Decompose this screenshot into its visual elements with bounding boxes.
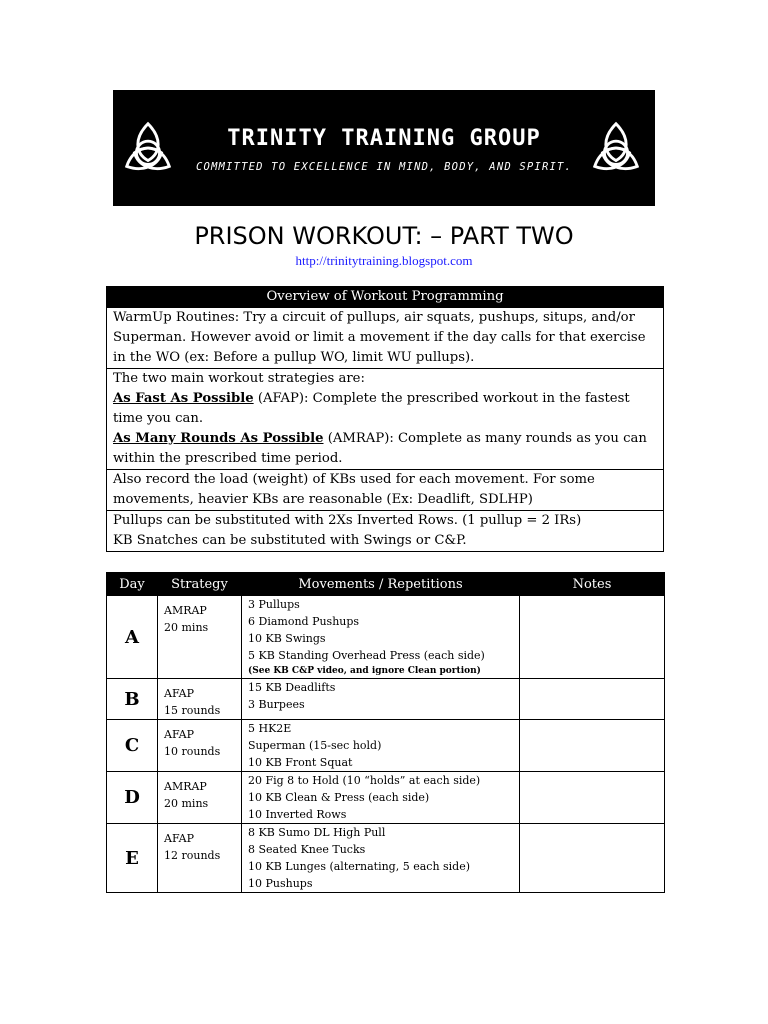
movements-cell <box>242 772 520 824</box>
triquetra-knot-icon <box>119 118 177 176</box>
day-letter: E <box>107 824 158 893</box>
afap-term: As Fast As Possible <box>113 391 254 406</box>
movement-item: 6 Diamond Pushups <box>248 615 360 628</box>
strategy-type: AFAP <box>164 728 194 741</box>
movement-item: Superman (15-sec hold) <box>248 739 382 752</box>
strategy-cell <box>158 596 242 679</box>
strategy-type: AMRAP <box>164 780 207 793</box>
movements-cell <box>242 679 520 720</box>
page-title: PRISON WORKOUT: – PART TWO <box>194 222 574 250</box>
substitution-pullups: Pullups can be substituted with 2Xs Inverted Rows. (1 pullup = 2 IRs) <box>113 513 582 528</box>
col-header-notes: Notes <box>520 573 665 596</box>
day-letter: C <box>107 720 158 772</box>
strategy-cell <box>158 679 242 720</box>
strategy-duration: 20 mins <box>164 621 209 634</box>
schedule-body <box>107 596 665 893</box>
banner-title: TRINITY TRAINING GROUP <box>227 126 541 151</box>
strategy-duration: 20 mins <box>164 797 209 810</box>
movement-note: (See KB C&P video, and ignore Clean portion) <box>248 666 481 676</box>
amrap-desc: (AMRAP): Complete as many rounds as you can within the prescribed time period. <box>113 431 647 466</box>
notes-cell[interactable] <box>520 824 665 893</box>
movement-item: 3 Burpees <box>248 698 305 711</box>
movement-item: 3 Pullups <box>248 598 300 611</box>
notes-cell[interactable] <box>520 596 665 679</box>
day-letter: A <box>107 596 158 679</box>
strategy-duration: 15 rounds <box>164 704 221 717</box>
movement-item: 10 KB Swings <box>248 632 326 645</box>
load-cell: Also record the load (weight) of KBs used for each movement. For some movements, heavier KBs are reasonable (Ex: Deadlift, SDLHP) <box>107 470 664 511</box>
col-header-strategy: Strategy <box>158 573 242 596</box>
strategy-type: AFAP <box>164 687 194 700</box>
afap-desc: (AFAP): Complete the prescribed workout in the fastest time you can. <box>113 391 630 426</box>
table-row <box>107 824 665 893</box>
col-header-day: Day <box>107 573 158 596</box>
blog-link[interactable]: http://trinitytraining.blogspot.com <box>295 253 473 268</box>
movement-item: 5 HK2E <box>248 722 292 735</box>
movement-item: 10 Inverted Rows <box>248 808 347 821</box>
strategy-type: AMRAP <box>164 604 207 617</box>
triquetra-knot-icon <box>587 118 645 176</box>
movement-item: 8 KB Sumo DL High Pull <box>248 826 386 839</box>
movement-item: 15 KB Deadlifts <box>248 681 336 694</box>
amrap-definition <box>113 429 657 469</box>
movement-item: 10 KB Front Squat <box>248 756 353 769</box>
movement-item: 5 KB Standing Overhead Press (each side) <box>248 649 485 662</box>
notes-cell[interactable] <box>520 720 665 772</box>
strategy-cell <box>158 772 242 824</box>
movements-cell <box>242 596 520 679</box>
strategy-duration: 10 rounds <box>164 745 221 758</box>
movement-item: 20 Fig 8 to Hold (10 “holds” at each side) <box>248 774 481 787</box>
amrap-term: As Many Rounds As Possible <box>113 431 324 446</box>
table-row <box>107 596 665 679</box>
movement-item: 8 Seated Knee Tucks <box>248 843 366 856</box>
strategy-cell <box>158 824 242 893</box>
movement-item: 10 Pushups <box>248 877 313 890</box>
day-letter: B <box>107 679 158 720</box>
table-row <box>107 679 665 720</box>
movements-cell <box>242 720 520 772</box>
warmup-cell: WarmUp Routines: Try a circuit of pullups, air squats, pushups, situps, and/or Superman. However avoid or limit a movement if the day calls for that exercise in the WO (ex: Before a pullup WO, limit WU pullups). <box>107 308 664 369</box>
notes-cell[interactable] <box>520 679 665 720</box>
strategy-duration: 12 rounds <box>164 849 221 862</box>
banner-subtitle: COMMITTED TO EXCELLENCE IN MIND, BODY, AND SPIRIT. <box>195 161 573 173</box>
movement-item: 10 KB Clean & Press (each side) <box>248 791 430 804</box>
table-row <box>107 772 665 824</box>
strategy-type: AFAP <box>164 832 194 845</box>
substitution-snatches: KB Snatches can be substituted with Swings or C&P. <box>113 533 467 548</box>
header-banner <box>113 90 655 206</box>
strategy-cell <box>158 720 242 772</box>
movements-cell <box>242 824 520 893</box>
overview-header: Overview of Workout Programming <box>107 287 664 308</box>
notes-cell[interactable] <box>520 772 665 824</box>
movement-item: 10 KB Lunges (alternating, 5 each side) <box>248 860 471 873</box>
overview-table <box>106 286 664 552</box>
schedule-table <box>106 572 665 893</box>
substitutions-cell <box>107 511 664 552</box>
strategies-intro: The two main workout strategies are: <box>113 371 365 386</box>
day-letter: D <box>107 772 158 824</box>
col-header-movements: Movements / Repetitions <box>242 573 520 596</box>
afap-definition <box>113 389 657 429</box>
table-row <box>107 720 665 772</box>
strategies-cell <box>107 369 664 470</box>
